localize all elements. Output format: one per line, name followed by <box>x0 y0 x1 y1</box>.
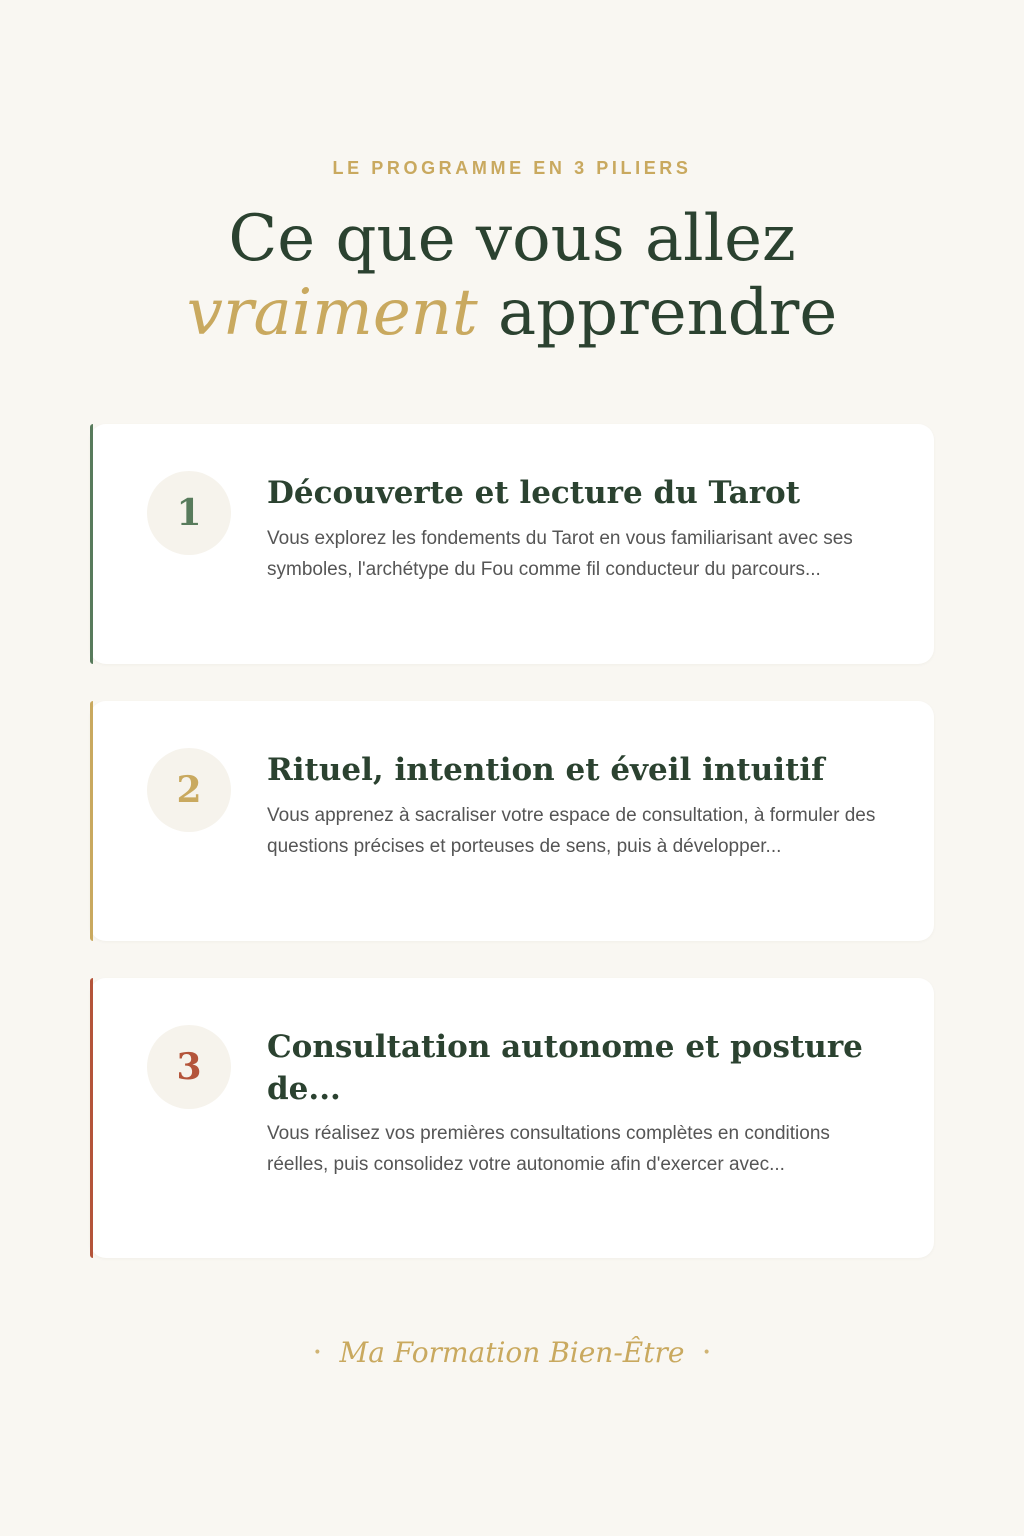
title-line-1: Ce que vous allez <box>228 202 796 276</box>
title-accent-word: vraiment <box>186 276 478 350</box>
dot-separator-left: • <box>313 1344 322 1361</box>
pillar-description: Vous explorez les fondements du Tarot en vous familiarisant avec ses symboles, l'archétype du Fou comme fil conducteur du parcours... <box>267 528 853 580</box>
pillar-title: Rituel, intention et éveil intuitif <box>267 752 825 788</box>
pillar-number-badge: 2 <box>147 748 231 832</box>
pillar-number-badge: 3 <box>147 1025 231 1109</box>
title-line-2-rest: apprendre <box>477 276 838 350</box>
pillar-description: Vous apprenez à sacraliser votre espace de consultation, à formuler des questions précises et porteuses de sens, puis à développer... <box>267 805 876 857</box>
dot-separator-right: • <box>702 1344 711 1361</box>
eyebrow-label: LE PROGRAMME EN 3 PILIERS <box>332 158 692 178</box>
pillar-card-3 <box>90 978 934 1258</box>
page-title <box>0 202 1024 350</box>
title-line-2 <box>0 276 1024 350</box>
pillar-card-1 <box>90 424 934 664</box>
footer-brand <box>0 1336 1024 1369</box>
pillar-title: Découverte et lecture du Tarot <box>267 475 801 511</box>
pillar-card-2 <box>90 701 934 941</box>
pillar-description: Vous réalisez vos premières consultations complètes en conditions réelles, puis consolidez votre autonomie afin d'exercer avec... <box>267 1123 830 1175</box>
pillar-title: Consultation autonome et posture de... <box>267 1029 863 1107</box>
brand-name: Ma Formation Bien-Être <box>339 1336 685 1369</box>
pillar-number-badge: 1 <box>147 471 231 555</box>
